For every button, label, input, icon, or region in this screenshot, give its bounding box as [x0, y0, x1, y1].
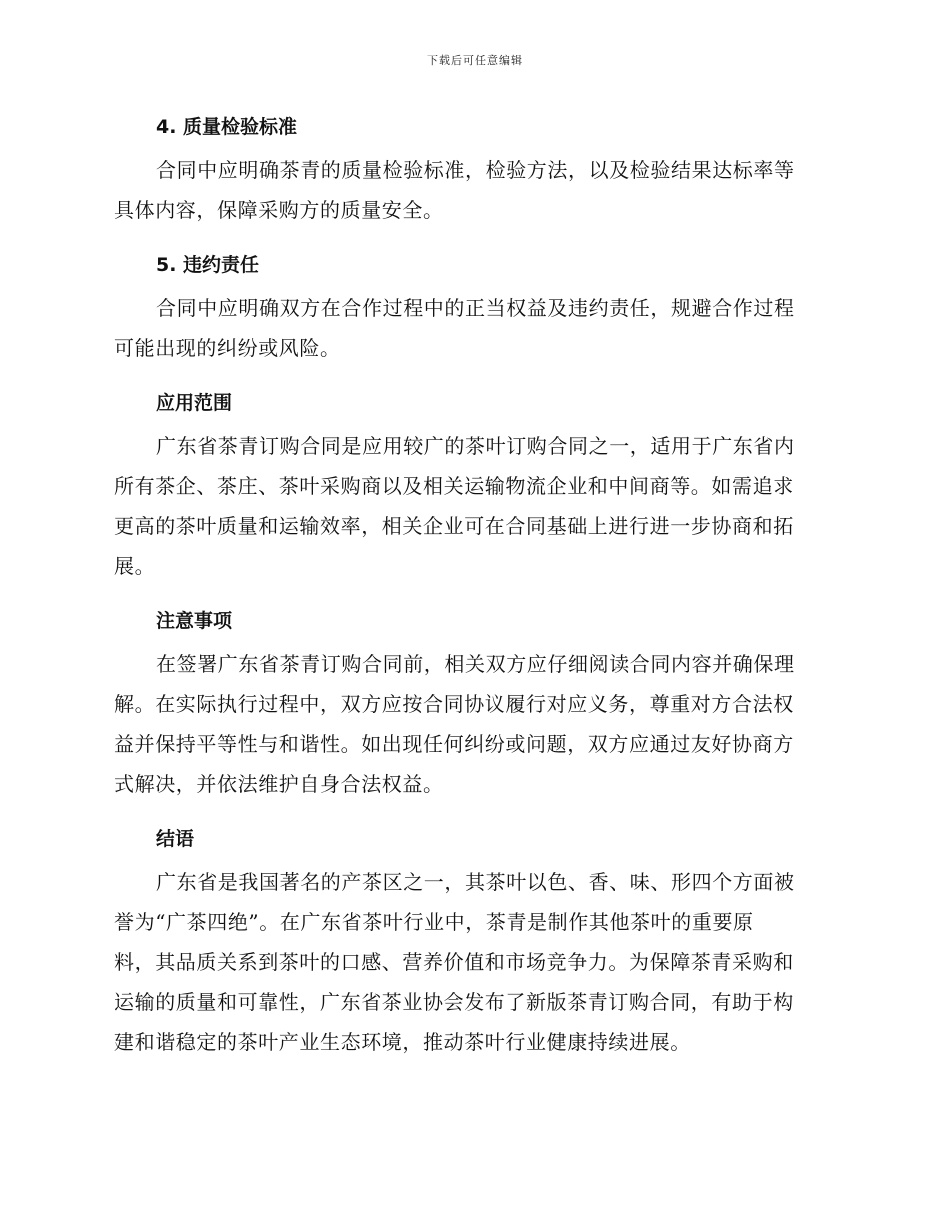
section-paragraph-notes: [114, 644, 830, 804]
paragraph-line: 展。: [114, 554, 156, 578]
page-header: 下载后可任意编辑: [427, 54, 523, 67]
paragraph-line: 建和谐稳定的茶叶产业生态环境，推动茶叶行业健康持续进展。: [114, 1030, 691, 1054]
paragraph-line: 所有茶企、茶庄、茶叶采购商以及相关运输物流企业和中间商等。如需追求: [114, 474, 794, 498]
section-heading-notes: 注意事项: [156, 610, 233, 632]
paragraph-line: 在签署广东省茶青订购合同前，相关双方应仔细阅读合同内容并确保理: [156, 652, 795, 676]
paragraph-line: 益并保持平等性与和谐性。如出现任何纠纷或问题，双方应通过友好协商方: [114, 732, 794, 756]
paragraph-line: 料，其品质关系到茶叶的口感、营养价值和市场竞争力。为保障茶青采购和: [114, 950, 794, 974]
section-paragraph-scope: [114, 426, 830, 586]
section-paragraph-conclusion: [114, 862, 830, 1062]
section-heading-breach-liability: 5. 违约责任: [156, 254, 260, 276]
paragraph-line: 誉为“广茶四绝”。在广东省茶叶行业中，茶青是制作其他茶叶的重要原: [114, 910, 754, 934]
section-heading-quality-inspection: 4. 质量检验标准: [156, 116, 298, 138]
paragraph-line: 合同中应明确双方在合作过程中的正当权益及违约责任，规避合作过程: [156, 296, 795, 320]
paragraph-line: 解。在实际执行过程中，双方应按合同协议履行对应义务，尊重对方合法权: [114, 692, 794, 716]
paragraph-line: 合同中应明确茶青的质量检验标准，检验方法，以及检验结果达标率等: [156, 158, 795, 182]
paragraph-line: 具体内容，保障采购方的质量安全。: [114, 198, 444, 222]
paragraph-line: 广东省茶青订购合同是应用较广的茶叶订购合同之一，适用于广东省内: [156, 434, 795, 458]
paragraph-line: 式解决，并依法维护自身合法权益。: [114, 772, 444, 796]
section-paragraph-quality-inspection: [114, 150, 830, 230]
section-paragraph-breach-liability: [114, 288, 830, 368]
section-heading-conclusion: 结语: [156, 828, 195, 850]
paragraph-line: 广东省是我国著名的产茶区之一，其茶叶以色、香、味、形四个方面被: [156, 870, 795, 894]
section-heading-scope: 应用范围: [156, 392, 233, 414]
paragraph-line: 运输的质量和可靠性，广东省茶业协会发布了新版茶青订购合同，有助于构: [114, 990, 794, 1014]
paragraph-line: 更高的茶叶质量和运输效率，相关企业可在合同基础上进行进一步协商和拓: [114, 514, 794, 538]
document-body: [114, 110, 830, 1062]
paragraph-line: 可能出现的纠纷或风险。: [114, 336, 341, 360]
